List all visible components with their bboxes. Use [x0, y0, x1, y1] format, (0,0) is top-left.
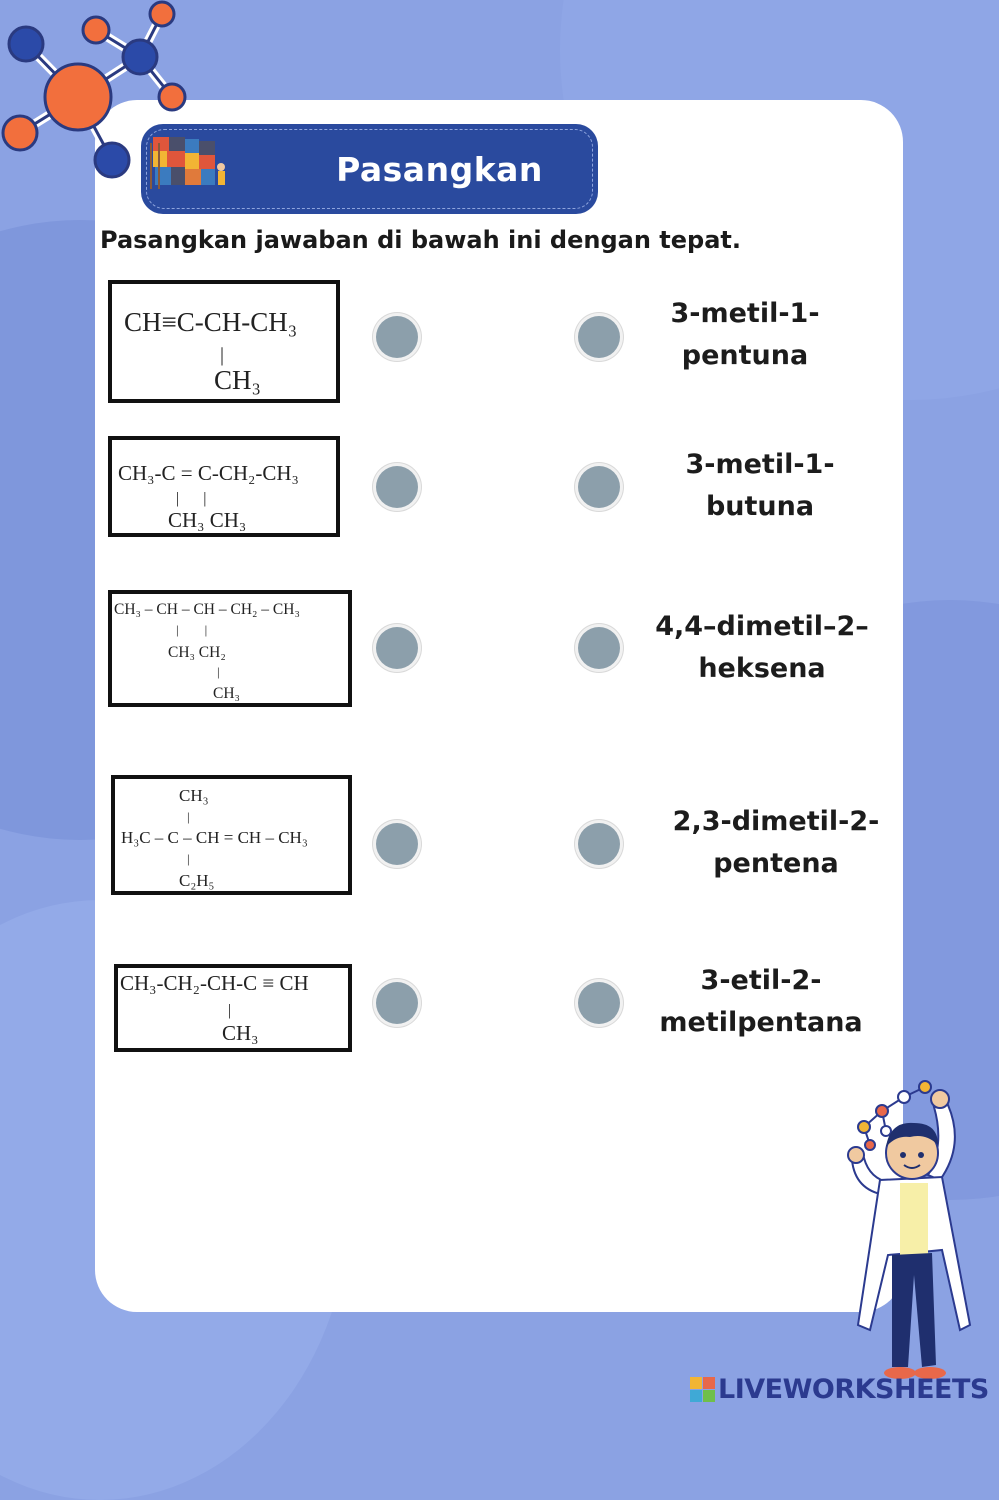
formula-3-line-1: CH₃ – CH – CH – CH₂ – CH₃ [114, 601, 300, 618]
answer-3-line-2: heksena [698, 653, 826, 684]
formula-5-line-3: CH₃ [222, 1021, 259, 1045]
live-logo-icon [690, 1377, 716, 1403]
formula-2-line-3: CH₃ CH₃ [168, 508, 247, 532]
answer-2 [655, 444, 865, 528]
formula-2-line-1: CH₃-C = C-CH₂-CH₃ [118, 461, 299, 485]
match-dot-right-1[interactable] [578, 316, 620, 358]
scientist-illustration [830, 1075, 995, 1390]
liveworksheets-logo [690, 1374, 989, 1405]
answer-5-line-1: 3-etil-2- [700, 965, 822, 996]
footer-brand: LIVEWORKSHEETS [718, 1374, 989, 1405]
formula-1-line-3: CH₃ [214, 365, 261, 395]
match-dot-right-2[interactable] [578, 466, 620, 508]
formula-5-line-1: CH₃-CH₂-CH-C ≡ CH [120, 971, 309, 995]
match-dot-right-3[interactable] [578, 627, 620, 669]
answer-2-line-2: butuna [705, 491, 815, 522]
answer-1-line-2: pentuna [681, 340, 809, 371]
match-dot-left-3[interactable] [376, 627, 418, 669]
formula-3-line-4: | [217, 664, 220, 679]
formula-box-1 [108, 280, 340, 403]
formula-box-4 [111, 775, 352, 895]
answer-1 [640, 293, 850, 377]
answer-4-line-1: 2,3-dimetil-2- [672, 806, 880, 837]
formula-box-5 [114, 964, 352, 1052]
match-dot-left-5[interactable] [376, 982, 418, 1024]
formula-box-3 [108, 590, 352, 707]
formula-4-line-1: CH₃ [179, 786, 209, 805]
formula-4-line-2: | [187, 809, 190, 824]
formula-3-line-5: CH₃ [213, 685, 240, 702]
formula-3-line-3: CH₃ CH₂ [168, 644, 226, 661]
answer-3-line-1: 4,4–dimetil–2– [655, 611, 869, 642]
page-title: Pasangkan [336, 149, 543, 189]
formula-3-line-2: | | [176, 622, 208, 637]
instruction-text: Pasangkan jawaban di bawah ini dengan tepat. [100, 226, 742, 254]
formula-4-line-5: C₂H₅ [179, 871, 215, 890]
answer-4-line-2: pentena [713, 848, 839, 879]
formula-4-line-4: | [187, 851, 190, 866]
formula-1-line-2: | [220, 344, 225, 366]
answer-1-line-1: 3-metil-1- [670, 298, 820, 329]
match-dot-left-1[interactable] [376, 316, 418, 358]
formula-5-line-2: | [228, 1002, 232, 1019]
match-dot-right-4[interactable] [578, 823, 620, 865]
answer-5 [641, 960, 881, 1044]
formula-4-line-3: H₃C – C – CH = CH – CH₃ [121, 828, 308, 847]
match-dot-left-2[interactable] [376, 466, 418, 508]
formula-2-line-2: | | [176, 490, 207, 507]
answer-2-line-1: 3-metil-1- [685, 449, 835, 480]
answer-5-line-2: metilpentana [659, 1007, 863, 1038]
match-dot-right-5[interactable] [578, 982, 620, 1024]
formula-box-2 [108, 436, 340, 537]
answer-3 [642, 606, 882, 690]
puzzle-icon [147, 133, 229, 193]
formula-1-line-1: CH≡C-CH-CH₃ [124, 307, 298, 337]
match-dot-left-4[interactable] [376, 823, 418, 865]
answer-4 [660, 801, 892, 885]
